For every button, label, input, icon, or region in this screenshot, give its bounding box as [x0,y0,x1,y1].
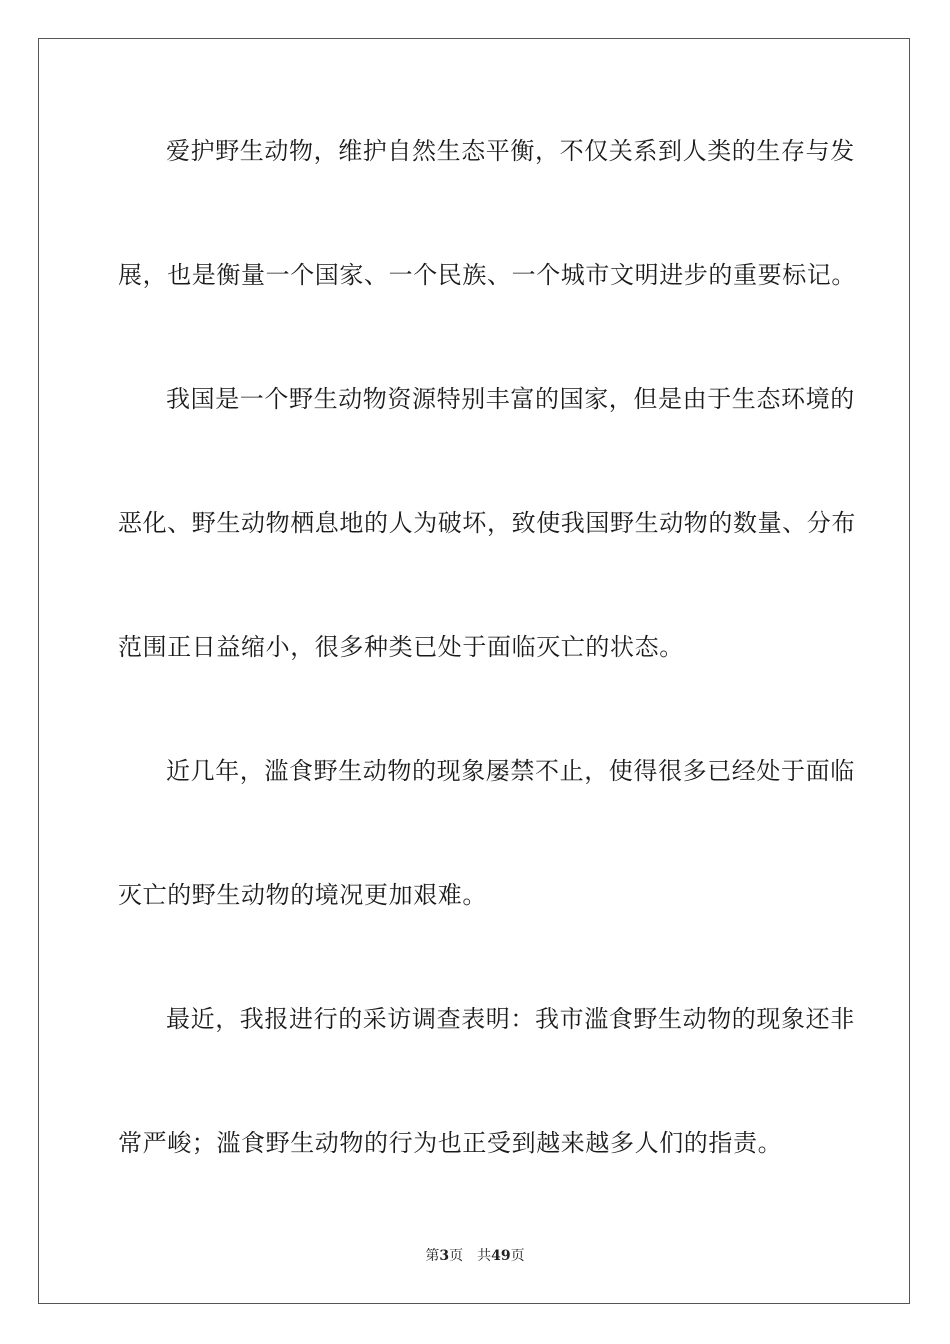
paragraph-1-line-1: 爱护野生动物，维护自然生态平衡，不仅关系到人类的生存与发 [166,137,855,165]
page-prefix: 第 [425,1248,440,1264]
paragraph-2-line-2: 恶化、野生动物栖息地的人为破坏，致使我国野生动物的数量、分布 [118,509,856,537]
page-footer [0,1246,950,1266]
page-suffix: 页 [449,1248,464,1264]
paragraph-3-line-1: 近几年，滥食野生动物的现象屡禁不止，使得很多已经处于面临 [166,757,855,785]
total-pages: 49 [491,1248,511,1264]
paragraph-4-line-1: 最近，我报进行的采访调查表明：我市滥食野生动物的现象还非 [166,1005,855,1033]
paragraph-1-line-2: 展，也是衡量一个国家、一个民族、一个城市文明进步的重要标记。 [118,261,856,289]
paragraph-3-line-2: 灭亡的野生动物的境况更加艰难。 [118,881,487,909]
paragraph-2-line-1: 我国是一个野生动物资源特别丰富的国家，但是由于生态环境的 [166,385,855,413]
total-suffix: 页 [510,1248,525,1264]
total-prefix: 共 [477,1248,492,1264]
paragraph-4-line-2: 常严峻；滥食野生动物的行为也正受到越来越多人们的指责。 [118,1129,783,1157]
page-border [38,38,910,1304]
page-number: 3 [439,1248,450,1264]
paragraph-2-line-3: 范围正日益缩小，很多种类已处于面临灭亡的状态。 [118,633,684,661]
